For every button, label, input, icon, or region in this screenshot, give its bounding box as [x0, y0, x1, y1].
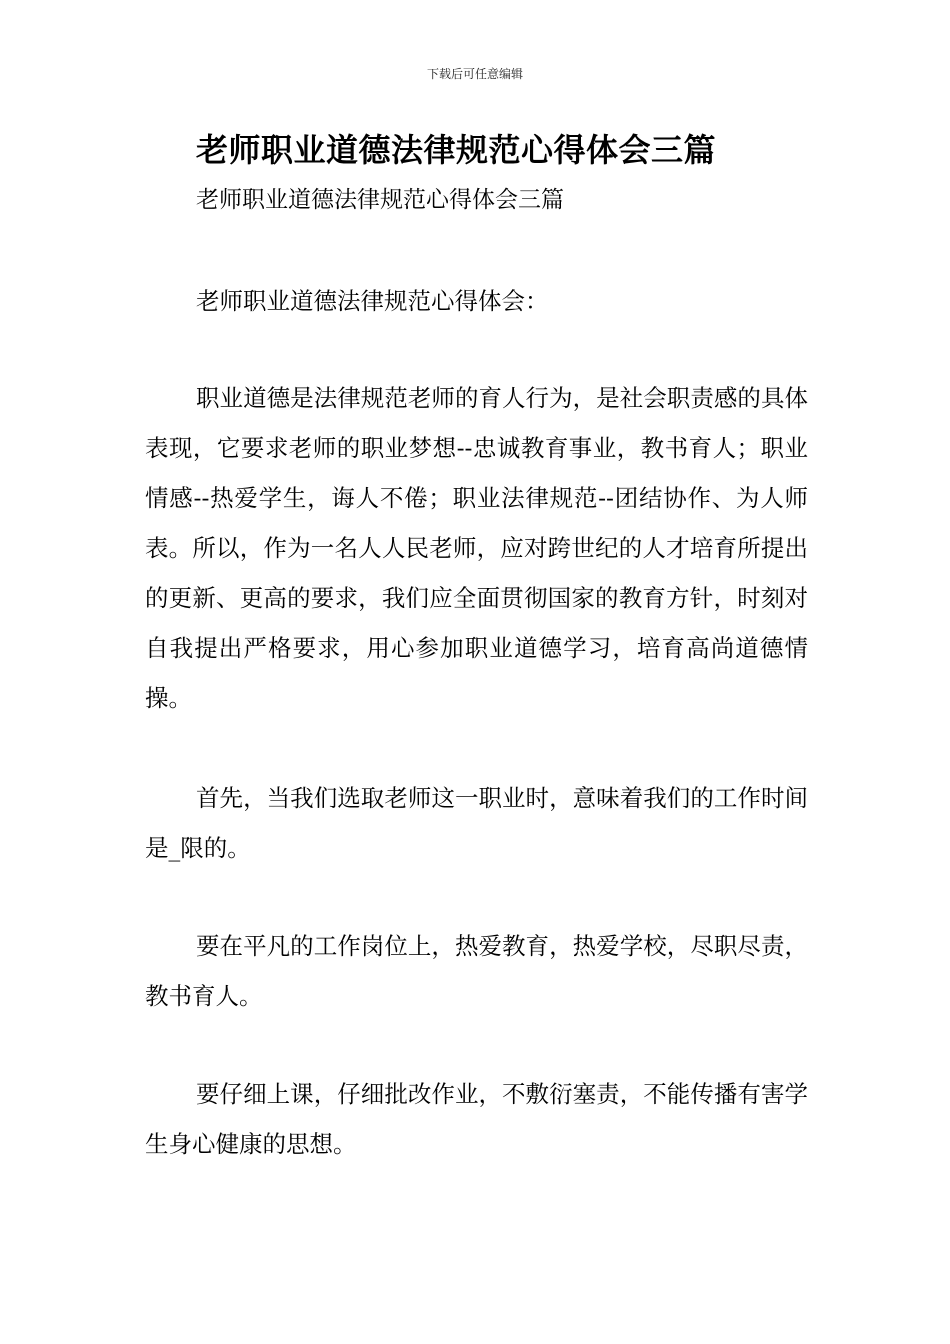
section-heading: 老师职业道德法律规范心得体会： — [196, 287, 549, 315]
paragraph: 要仔细上课，仔细批改作业，不敷衍塞责，不能传播有害学生身心健康的思想。 — [145, 1080, 808, 1158]
paragraph: 要在平凡的工作岗位上，热爱教育，热爱学校，尽职尽责，教书育人。 — [145, 932, 808, 1010]
document-title: 老师职业道德法律规范心得体会三篇 — [196, 131, 717, 169]
page-header-note: 下载后可任意编辑 — [426, 67, 523, 81]
document-subtitle: 老师职业道德法律规范心得体会三篇 — [196, 187, 564, 213]
paragraph: 首先，当我们选取老师这一职业时，意味着我们的工作时间是_限的。 — [145, 784, 808, 862]
paragraph: 职业道德是法律规范老师的育人行为，是社会职责感的具体表现，它要求老师的职业梦想--忠诚教育事业，教书育人；职业情感--热爱学生，诲人不倦；职业法律规范--团结协作、为人师表。所以，作为一名人人民老师，应对跨世纪的人才培育所提出的更新、更高的要求，我们应全面贯彻国家的教育方针，时刻对自我提出严格要求，用心参加职业道德学习，培育高尚道德情操。 — [145, 384, 808, 712]
